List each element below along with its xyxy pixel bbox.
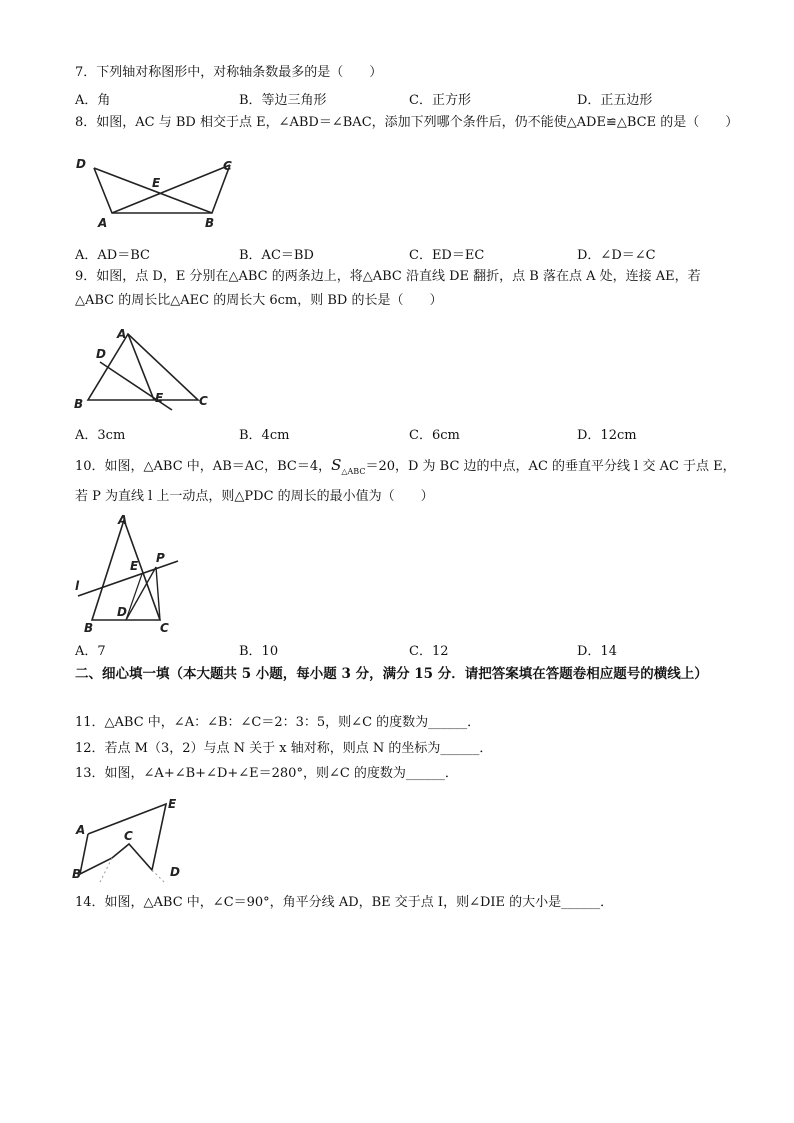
q13-label-b: B [72, 867, 82, 881]
q8-label-b: B [205, 216, 215, 230]
q9-figure [72, 322, 222, 414]
q10-label-l: l [75, 579, 80, 593]
q10-figure [72, 512, 184, 636]
q10-stem-part-b: ＝20，D 为 BC 边的中点，AC 的垂直平分线 l 交 AC 于点 E， [365, 459, 736, 474]
q8-label-a: A [98, 216, 108, 230]
q13-label-c: C [124, 829, 133, 843]
q9-option-a[interactable]: A．3cm [75, 428, 126, 443]
q9-label-c: C [199, 394, 208, 408]
q13-figure [72, 796, 184, 888]
q9-label-e: E [155, 391, 164, 405]
q10-option-b[interactable]: B．10 [239, 644, 279, 659]
q13-label-d: D [170, 865, 180, 879]
q12-text: 12．若点 M（3，2）与点 N 关于 x 轴对称，则点 N 的坐标为______． [75, 741, 493, 756]
q8-stem: 8．如图，AC 与 BD 相交于点 E，∠ABD＝∠BAC，添加下列哪个条件后，仍不能使△ADE≌△BCE 的是（ ） [75, 115, 739, 130]
q13-text: 13．如图，∠A+∠B+∠D+∠E＝280°，则∠C 的度数为______． [75, 766, 458, 781]
q9-option-b[interactable]: B．4cm [239, 428, 290, 443]
q14-text: 14．如图，△ABC 中，∠C＝90°，角平分线 AD，BE 交于点 I，则∠DIE 的大小是______． [75, 895, 614, 910]
q11-text: 11．△ABC 中，∠A：∠B：∠C＝2：3：5，则∠C 的度数为______． [75, 715, 481, 730]
q10-label-a: A [118, 513, 128, 527]
q10-stem-line2: 若 P 为直线 l 上一动点，则△PDC 的周长的最小值为（ ） [75, 489, 434, 504]
q9-diagram [72, 322, 222, 414]
q8-option-d[interactable]: D．∠D＝∠C [577, 248, 656, 263]
q9-option-c[interactable]: C．6cm [409, 428, 460, 443]
q9-label-b: B [74, 397, 84, 411]
q10-label-c: C [160, 621, 169, 635]
q10-label-p: P [156, 551, 165, 565]
q10-option-a[interactable]: A．7 [75, 644, 106, 659]
q9-option-d[interactable]: D．12cm [577, 428, 637, 443]
q10-options [75, 640, 735, 658]
q10-diagram [72, 512, 184, 636]
q8-label-e: E [152, 176, 161, 190]
q8-label-d: D [76, 157, 86, 171]
q8-option-b[interactable]: B．AC＝BD [239, 248, 314, 263]
q7-option-a[interactable]: A．角 [75, 93, 111, 108]
q9-stem-line2: △ABC 的周长比△AEC 的周长大 6cm，则 BD 的长是（ ） [75, 293, 443, 308]
q8-diagram [72, 150, 252, 234]
q8-figure [72, 150, 252, 234]
q8-label-c: C [223, 159, 232, 173]
q7-options [75, 89, 735, 107]
q10-stem-line1 [75, 456, 736, 481]
q7-option-c[interactable]: C．正方形 [409, 93, 471, 108]
q10-option-c[interactable]: C．12 [409, 644, 449, 659]
q8-option-c[interactable]: C．ED＝EC [409, 248, 485, 263]
section-2-title: 二、细心填一填（本大题共 5 小题，每小题 3 分，满分 15 分．请把答案填在答题卷相应题号的横线上） [75, 666, 708, 682]
q7-stem: 7．下列轴对称图形中，对称轴条数最多的是（ ） [75, 65, 383, 80]
q13-diagram [72, 796, 184, 888]
q10-stem-part-a: 10．如图，△ABC 中，AB＝AC，BC＝4， [75, 459, 332, 474]
q9-options [75, 424, 735, 442]
q8-option-a[interactable]: A．AD＝BC [75, 248, 150, 263]
q9-stem-line1: 9．如图，点 D，E 分别在△ABC 的两条边上，将△ABC 沿直线 DE 翻折，点 B 落在点 A 处，连接 AE，若 [75, 269, 701, 284]
q9-label-d: D [96, 347, 106, 361]
q9-label-a: A [117, 327, 127, 341]
q13-label-a: A [76, 823, 86, 837]
q7-option-d[interactable]: D．正五边形 [577, 93, 653, 108]
q10-area-subscript: △ABC [341, 467, 366, 476]
q10-option-d[interactable]: D．14 [577, 644, 617, 659]
q7-option-b[interactable]: B．等边三角形 [239, 93, 327, 108]
q10-label-e: E [130, 559, 139, 573]
q10-label-b: B [84, 621, 94, 635]
q13-label-e: E [168, 797, 177, 811]
q10-label-d: D [117, 605, 127, 619]
q8-options [75, 244, 735, 262]
q10-area-symbol: S [331, 456, 342, 474]
